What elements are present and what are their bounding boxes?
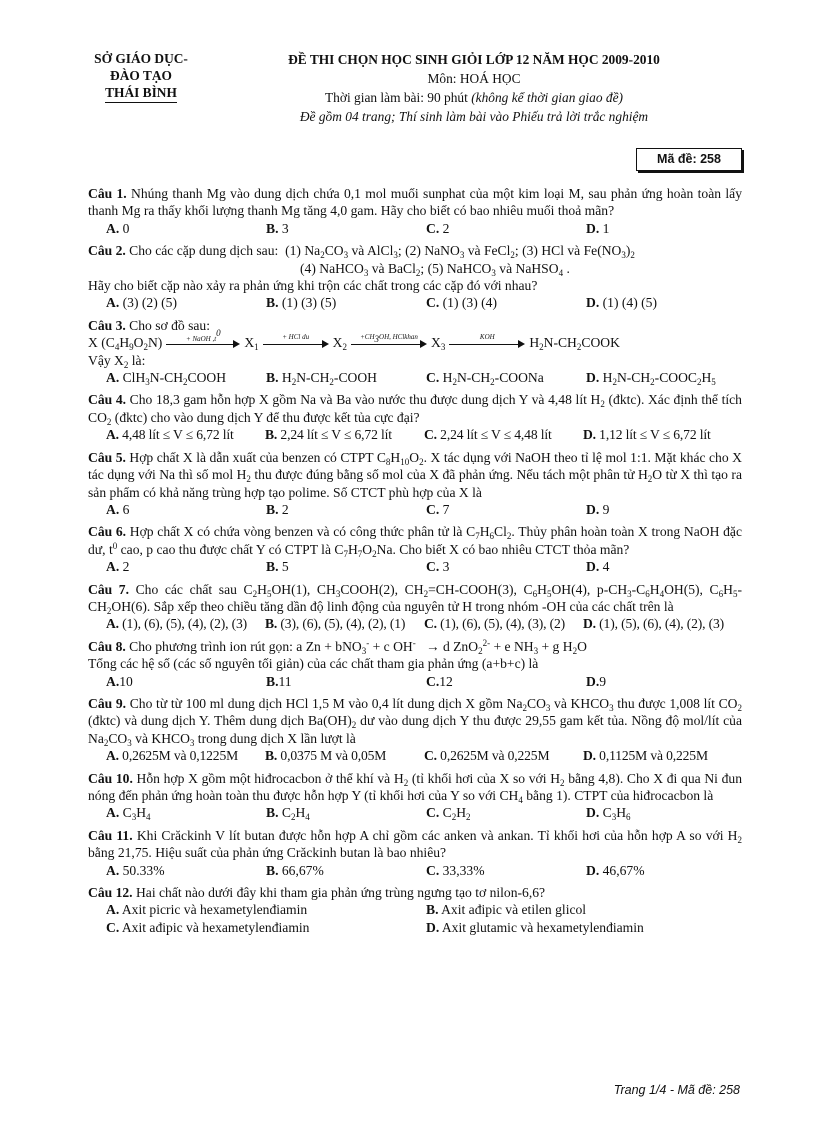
question-9-option-c: C. 0,2625M và 0,225M: [424, 748, 550, 764]
question-1-option-a: A. 0: [106, 220, 130, 236]
question-7-option-c: C. (1), (6), (5), (4), (3), (2): [424, 616, 566, 632]
question-3-option-b: B. $H_2N-CH_2$-COOH: [266, 370, 377, 388]
question-9-stem: Câu 9. Cho từ từ 100 ml dung dịch HCl 1,5 M vào 0,4 lít dung dịch X gồm $Na_2CO_3$ và $KHCO_3$ thu được 1,008 lít $CO_2$ (đktc) và dung dịch Y. Thêm dung dịch $Ba(OH)_2$ dư vào dung dịch Y thu được 29,55 gam kết tủa. Nồng độ mol/lít của $Na_2CO_3$ và $KHCO_3$ trong dung dịch X lần lượt là: [88, 695, 742, 748]
question-8-stem: Câu 8. Cho phương trình ion rút gọn: a Zn + bNO$_3$- + c OH- → d ZnO$_2^{2-}$ + e $NH_3 + g$ $H_2O$: [88, 637, 587, 656]
question-12-stem: Câu 12. Hai chất nào dưới đây khi tham gia phản ứng trùng ngưng tạo tơ nilon-6,6?: [88, 885, 546, 901]
question-8-options: [88, 673, 742, 690]
question-1-stem: Câu 1. Nhúng thanh Mg vào dung dịch chứa 0,1 mol muối sunphat của một kim loại M, sau phản ứng hoàn toàn lấy thanh Mg ra thấy khối lượng thanh Mg tăng 4,0 gam. Hãy cho biết có bao nhiêu muối thoả mãn?: [88, 186, 742, 219]
questions-list: [88, 185, 742, 941]
reaction-scheme: X $(C_4H_9O_2N)$ + NaOH $,t^0$ $X_1$ + HCl du $X_2$ $+CH_3OH$, HClkhan $X_3$ KOH $H_2N-CH_2COOK$: [88, 327, 620, 353]
question-12-options-row2: [88, 919, 742, 936]
department-header: [82, 50, 200, 103]
question-2-ask: Hãy cho biết cặp nào xảy ra phản ứng khi trộn các chất trong các cặp đó với nhau?: [88, 278, 538, 294]
question-8-option-d: D.9: [586, 673, 607, 689]
question-5-stem: Câu 5. Hợp chất X là dẫn xuất của benzen có CTPT $C_8H_{10}O_2$. X tác dụng với NaOH theo tỉ lệ mol 1:1. Mặt khác cho X tác dụng với Na thì số mol $H_2$ thu được đúng bằng số mol của X đã phản ứng. Nếu tách một phân tử $H_2O$ từ X thì tạo ra sản phẩm có khả năng trùng hợp tạo polime. Số CTCT phù hợp của X là: [88, 449, 742, 500]
question-9-option-d: D. 0,1125M và 0,225M: [583, 748, 708, 764]
question-2-option-b: B. (1) (3) (5): [266, 295, 337, 311]
question-6-options: [88, 558, 742, 575]
question-9-options: [88, 747, 742, 764]
question-8-option-c: C.12: [426, 673, 453, 689]
question-7-options: [88, 615, 742, 632]
question-5-option-c: C. 7: [426, 501, 450, 517]
question-9-option-a: A. 0,2625M và 0,1225M: [106, 748, 239, 764]
question-6-option-a: A. 2: [106, 559, 130, 575]
question-10-option-c: C. $C_2H_2$: [426, 805, 471, 823]
question-4-option-c: C. 2,24 lít ≤ V ≤ 4,48 lít: [424, 427, 552, 443]
question-1-option-b: B. 3: [266, 220, 289, 236]
province-name: THÁI BÌNH: [105, 84, 177, 103]
question-5-options: [88, 501, 742, 518]
question-2-options: [88, 294, 742, 311]
question-3: [88, 317, 742, 387]
question-8-option-b: B.11: [266, 673, 292, 689]
question-9-option-b: B. 0,0375 M và 0,05M: [265, 748, 387, 764]
question-3-option-d: D. $H_2N-CH_2-COOC_2H_5$: [586, 370, 716, 388]
question-3-option-a: A. $ClH_3N-CH_2COOH$: [106, 370, 227, 388]
question-9: [88, 695, 742, 765]
question-1-options: [88, 220, 742, 237]
question-8-option-a: A.10: [106, 673, 133, 689]
question-7-stem: Câu 7. Cho các chất sau $C_2H_5OH(1)$, $CH_3COOH(2)$, $CH_2=CH-COOH(3)$, $C_6H_5OH(4)$, $p-CH_3-C_6H_4OH(5)$, $C_6H_5-CH_2OH(6)$. Sắp xếp theo chiều tăng dần độ linh động của nguyên tử H trong nhóm -OH của các chất trên là: [88, 581, 742, 616]
question-12-options-row1: [88, 901, 742, 918]
exam-instructions: Đề gồm 04 trang; Thí sinh làm bài vào Phiếu trả lời trắc nghiệm: [299, 109, 649, 124]
question-3-ask: Vậy $X_2$ là:: [88, 352, 146, 370]
question-1-option-c: C. 2: [426, 220, 450, 236]
question-6-option-c: C. 3: [426, 559, 450, 575]
question-11-stem: Câu 11. Khi Crăckinh V lít butan được hỗn hợp A chỉ gồm các anken và ankan. Tỉ khối hơi của hỗn hợp A so với $H_2$ bằng 21,75. Hiệu suất của phản ứng Crăckinh butan là bao nhiêu?: [88, 827, 742, 861]
question-2-pairs: (4) NaHCO$_3$ và BaCl$_2$; (5) NaHCO$_3$ và NaHSO$_4$ .: [300, 260, 570, 278]
exam-header: [258, 50, 690, 126]
exam-code-box: Mã đề: 258: [636, 148, 742, 171]
exam-title: ĐỀ THI CHỌN HỌC SINH GIỎI LỚP 12 NĂM HỌC 2009-2010: [288, 52, 660, 67]
question-5: [88, 449, 742, 519]
question-10-options: [88, 804, 742, 821]
question-4-options: [88, 426, 742, 443]
question-11-option-d: D. 46,67%: [586, 862, 645, 878]
question-6-stem: Câu 6. Hợp chất X có chứa vòng benzen và có công thức phân tử là $C_7H_6Cl_2$. Thủy phân hoàn toàn X trong NaOH đặc dư, $t^0$ cao, p cao thu được chất Y có CTPT là $C_7H_7O_2Na$. Cho biết X có bao nhiêu CTCT thỏa mãn?: [88, 524, 742, 559]
arrow-icon: + HCl du: [263, 335, 329, 352]
question-11-options: [88, 862, 742, 879]
question-4-option-a: A. 4,48 lít ≤ V ≤ 6,72 lít: [106, 427, 234, 443]
question-5-option-a: A. 6: [106, 501, 130, 517]
question-6-option-b: B. 5: [266, 559, 289, 575]
question-10-option-d: D. $C_3H_6$: [586, 805, 631, 823]
question-2-option-d: D. (1) (4) (5): [586, 295, 657, 311]
question-7-option-a: A. (1), (6), (5), (4), (2), (3): [106, 616, 248, 632]
question-10-stem: Câu 10. Hỗn hợp X gồm một hiđrocacbon ở thể khí và $H_2$ (tỉ khối hơi của X so với $H_2$ bằng 4,8). Cho X đi qua Ni đun nóng đến phản ứng hoàn toàn thu được hỗn hợp Y (tỉ khối hơi của Y so với $CH_4$ bằng 1). CTPT của hiđrocacbon là: [88, 770, 742, 805]
question-11-option-c: C. 33,33%: [426, 862, 485, 878]
question-12-option-d: D. Axit glutamic và hexametylenđiamin: [426, 919, 644, 935]
question-12-option-b: B. Axit ađipic và etilen glicol: [426, 902, 587, 918]
question-6: [88, 523, 742, 575]
department-name: SỞ GIÁO DỤC-ĐÀO TẠO: [94, 51, 188, 83]
question-2: [88, 242, 742, 312]
question-12-option-c: C. Axit ađipic và hexametylenđiamin: [106, 919, 310, 935]
arrow-icon: + NaOH $,t^0$: [166, 335, 240, 352]
question-11-option-a: A. 50.33%: [106, 862, 165, 878]
question-10-option-a: A. $C_3H_4$: [106, 805, 151, 823]
exam-subject: Môn: HOÁ HỌC: [427, 71, 521, 86]
question-12: [88, 884, 742, 936]
question-3-option-c: C. $H_2N-CH_2$-COONa: [426, 370, 544, 388]
question-11-option-b: B. 66,67%: [266, 862, 324, 878]
question-2-stem: Câu 2. Cho các cặp dung dịch sau: (1) $Na_2CO_3$ và AlCl$_3$; (2) NaNO$_3$ và FeCl$_2$; (3) HCl và $Fe(NO_3)_2$: [88, 243, 635, 261]
question-7-option-d: D. (1), (5), (6), (4), (2), (3): [583, 616, 725, 632]
arrow-icon: $+CH_3OH$, HClkhan: [351, 335, 427, 352]
question-4-stem: Câu 4. Cho 18,3 gam hỗn hợp X gồm Na và Ba vào nước thu được dung dịch Y và 4,48 lít $H_2$ (đktc). Xác định thể tích $CO_2$ (đktc) cho vào dung dịch Y để thu được kết tủa cực đại?: [88, 392, 742, 427]
question-8: [88, 638, 742, 690]
question-4: [88, 391, 742, 443]
question-5-option-d: D. 9: [586, 501, 610, 517]
question-2-option-a: A. (3) (2) (5): [106, 295, 177, 311]
question-3-stem: Câu 3. Cho sơ đồ sau:: [88, 317, 211, 333]
question-6-option-d: D. 4: [586, 559, 610, 575]
question-1-option-d: D. 1: [586, 220, 610, 236]
question-1: [88, 185, 742, 237]
arrow-icon: KOH: [449, 335, 525, 352]
question-10: [88, 770, 742, 822]
question-8-ask: Tổng các hệ số (các số nguyên tối giản) của các chất tham gia phản ứng (a+b+c) là: [88, 656, 539, 672]
question-5-option-b: B. 2: [266, 501, 289, 517]
question-11: [88, 827, 742, 879]
question-4-option-d: D. 1,12 lít ≤ V ≤ 6,72 lít: [583, 427, 711, 443]
question-4-option-b: B. 2,24 lít ≤ V ≤ 6,72 lít: [265, 427, 392, 443]
page-footer: Trang 1/4 - Mã đề: 258: [613, 1083, 740, 1097]
question-7: [88, 581, 742, 633]
question-10-option-b: B. $C_2H_4$: [266, 805, 310, 823]
question-7-option-b: B. (3), (6), (5), (4), (2), (1): [265, 616, 406, 632]
question-12-option-a: A. Axit picric và hexametylenđiamin: [106, 902, 308, 918]
question-3-options: [88, 369, 742, 386]
question-2-option-c: C. (1) (3) (4): [426, 295, 497, 311]
exam-time: Thời gian làm bài: 90 phút (không kể thời gian giao đề): [325, 90, 623, 105]
